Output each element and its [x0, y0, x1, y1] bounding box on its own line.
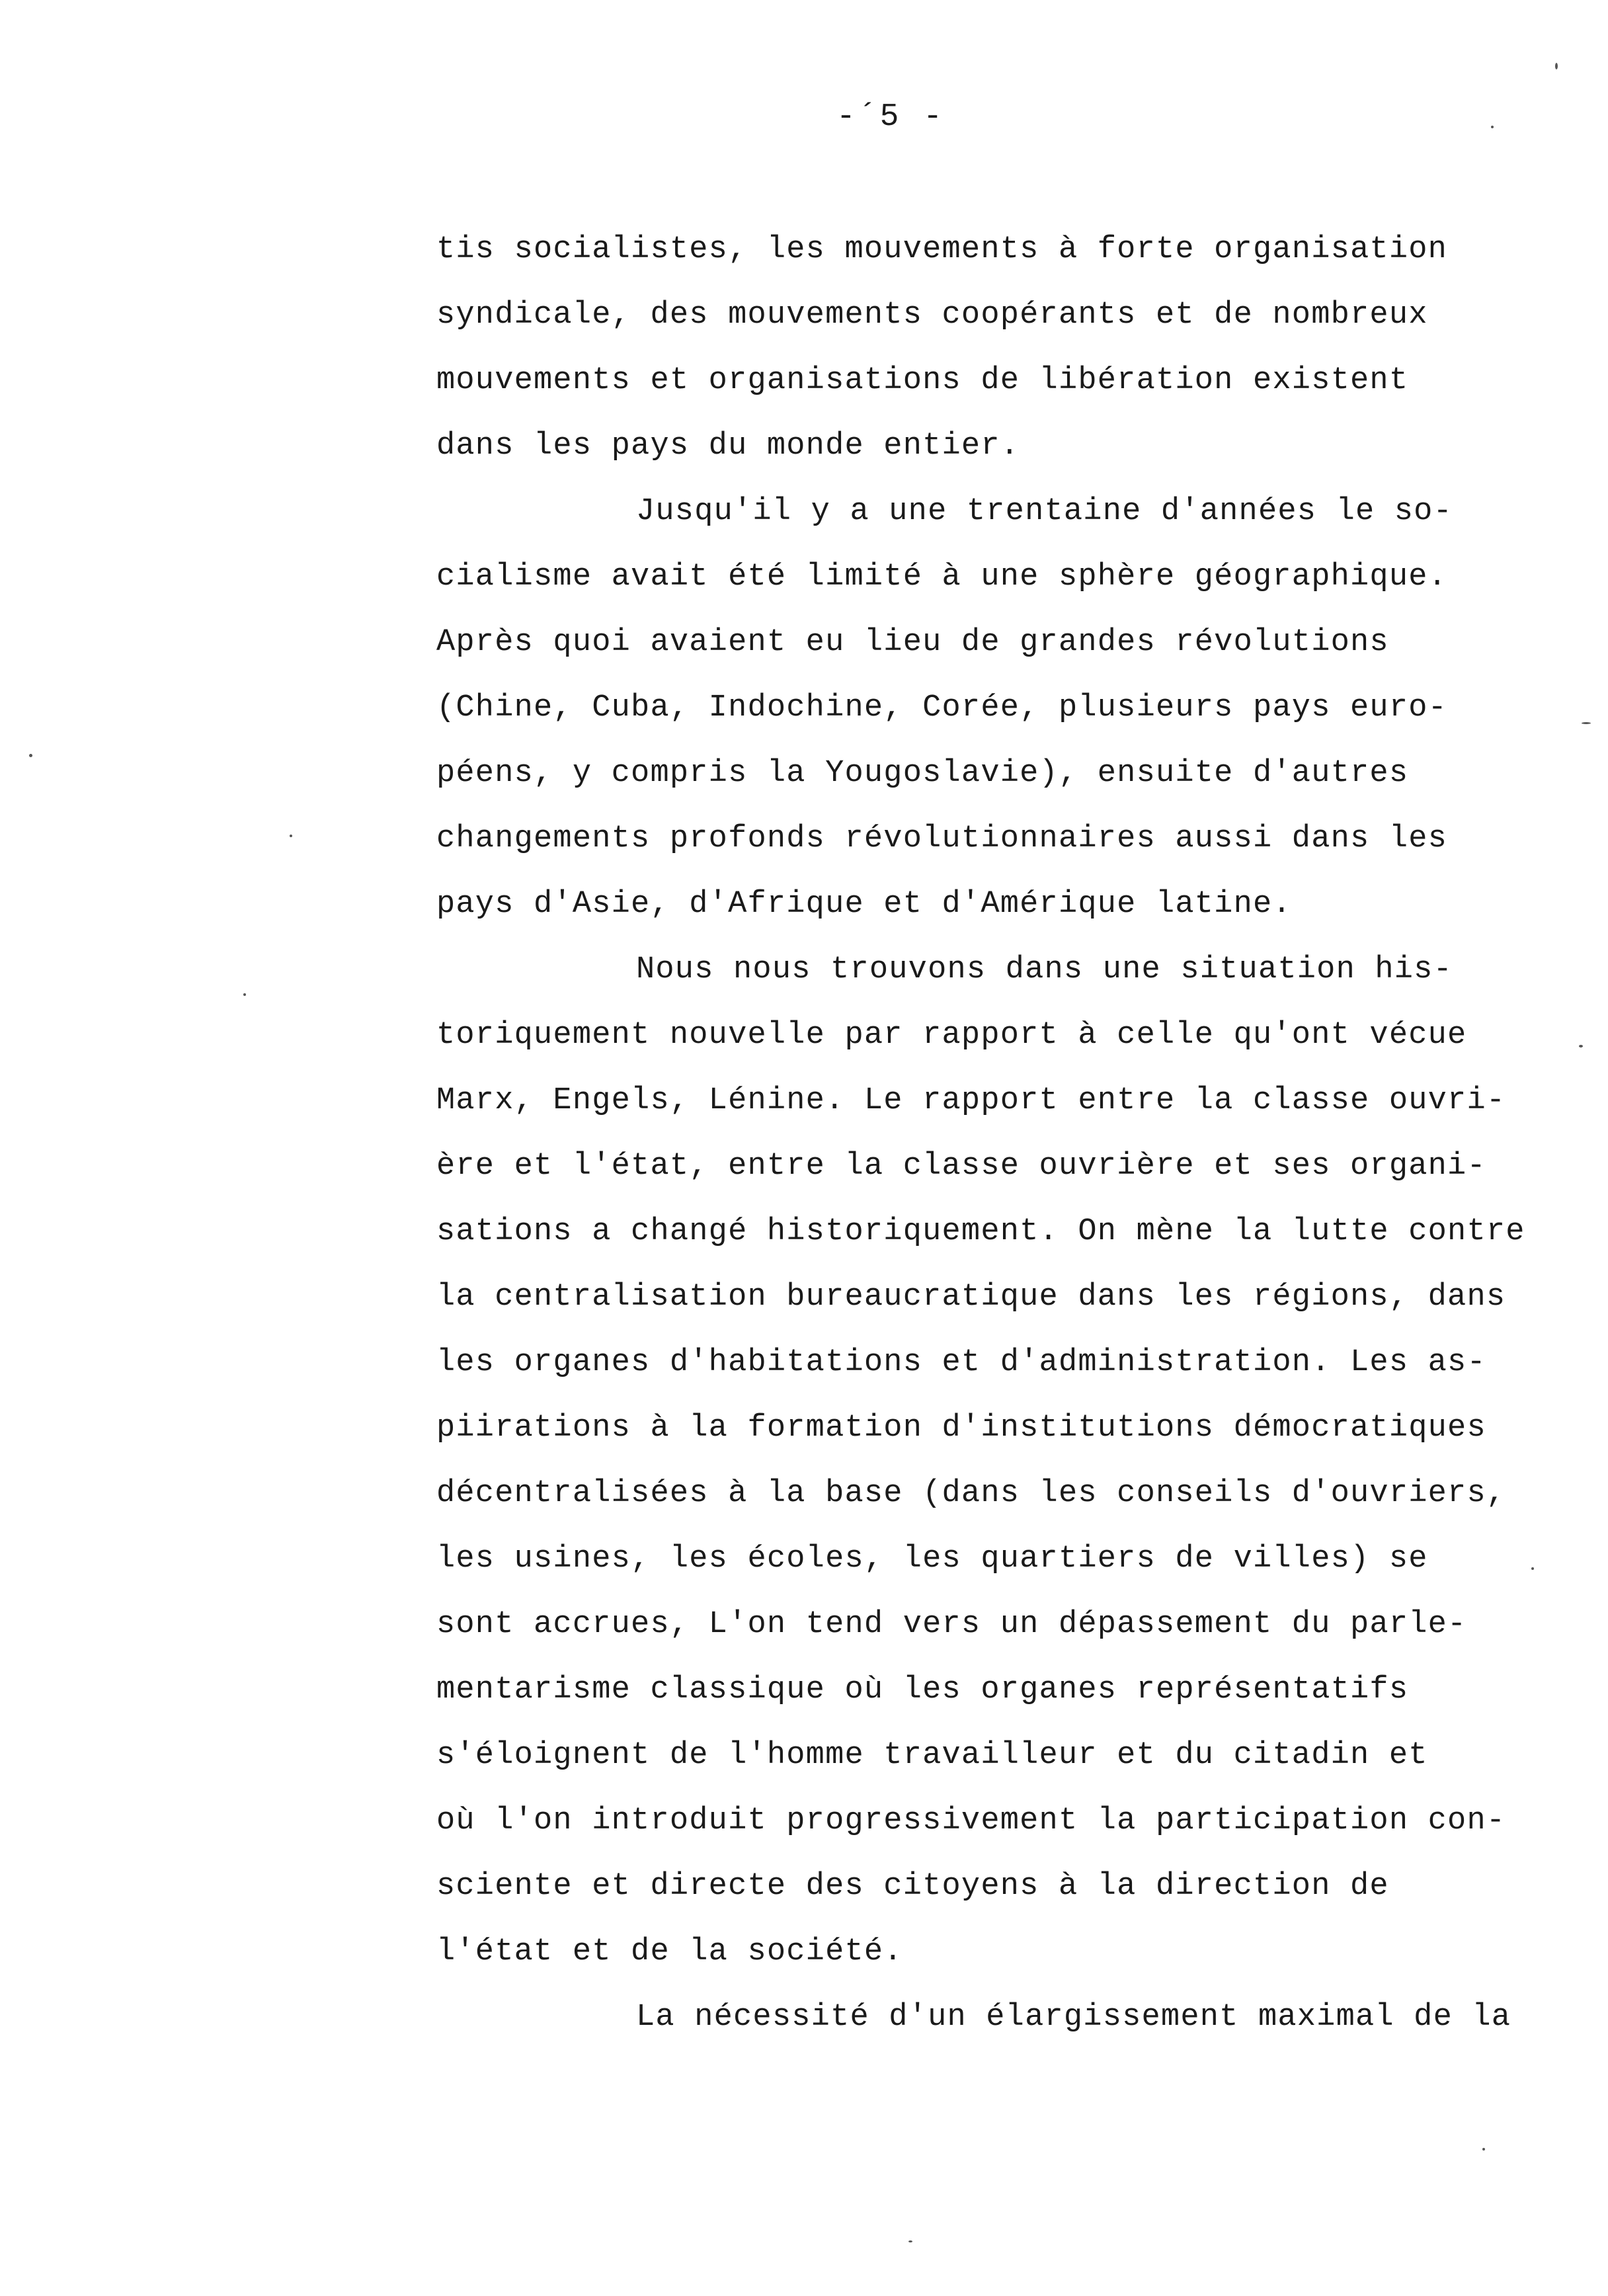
- text-line: Marx, Engels, Lénine. Le rapport entre la classe ouvri-: [436, 1083, 1506, 1118]
- text-line: sciente et directe des citoyens à la direction de: [436, 1869, 1389, 1904]
- text-line: la centralisation bureaucratique dans les régions, dans: [436, 1280, 1506, 1315]
- text-line: les usines, les écoles, les quartiers de villes) se: [436, 1541, 1428, 1577]
- scan-speck: [290, 835, 292, 837]
- text-line: les organes d'habitations et d'administration. Les as-: [436, 1345, 1486, 1380]
- text-line: tis socialistes, les mouvements à forte organisation: [436, 232, 1448, 267]
- scan-speck: [29, 754, 32, 757]
- scan-speck: [243, 993, 246, 996]
- text-line: décentralisées à la base (dans les conseils d'ouvriers,: [436, 1476, 1506, 1511]
- scan-speck: [1482, 2148, 1485, 2151]
- text-line: mouvements et organisations de libération existent: [436, 363, 1409, 398]
- text-line: toriquement nouvelle par rapport à celle qu'ont vécue: [436, 1018, 1467, 1053]
- page-number: -´5 -: [836, 99, 945, 135]
- text-line: s'éloignent de l'homme travailleur et du citadin et: [436, 1738, 1428, 1773]
- text-line: Après quoi avaient eu lieu de grandes révolutions: [436, 625, 1389, 660]
- scan-speck: [1531, 1567, 1534, 1570]
- scan-speck: [908, 2240, 912, 2242]
- text-line: péens, y compris la Yougoslavie), ensuite d'autres: [436, 756, 1409, 791]
- text-line: changements profonds révolutionnaires aussi dans les: [436, 821, 1448, 856]
- scan-speck: [1555, 63, 1558, 69]
- text-line: cialisme avait été limité à une sphère géographique.: [436, 559, 1448, 594]
- text-line: pays d'Asie, d'Afrique et d'Amérique latine.: [436, 887, 1292, 922]
- text-line: La nécessité d'un élargissement maximal de la: [636, 2000, 1511, 2035]
- text-line: Nous nous trouvons dans une situation his-: [636, 952, 1453, 987]
- text-line: mentarisme classique où les organes représentatifs: [436, 1672, 1409, 1707]
- text-line: sont accrues, L'on tend vers un dépassement du parle-: [436, 1607, 1467, 1642]
- text-line: Jusqu'il y a une trentaine d'années le so-: [636, 494, 1453, 529]
- text-line: syndicale, des mouvements coopérants et de nombreux: [436, 298, 1428, 333]
- text-line: piirations à la formation d'institutions démocratiques: [436, 1411, 1486, 1446]
- text-line: (Chine, Cuba, Indochine, Corée, plusieurs pays euro-: [436, 690, 1448, 725]
- scan-speck: [1579, 1045, 1583, 1047]
- scan-speck: [1582, 722, 1591, 724]
- text-line: où l'on introduit progressivement la participation con-: [436, 1803, 1506, 1838]
- scan-speck: [1491, 126, 1494, 128]
- text-line: sations a changé historiquement. On mène la lutte contre: [436, 1214, 1525, 1249]
- text-line: l'état et de la société.: [436, 1934, 903, 1969]
- text-line: dans les pays du monde entier.: [436, 429, 1020, 464]
- text-line: ère et l'état, entre la classe ouvrière et ses organi-: [436, 1149, 1486, 1184]
